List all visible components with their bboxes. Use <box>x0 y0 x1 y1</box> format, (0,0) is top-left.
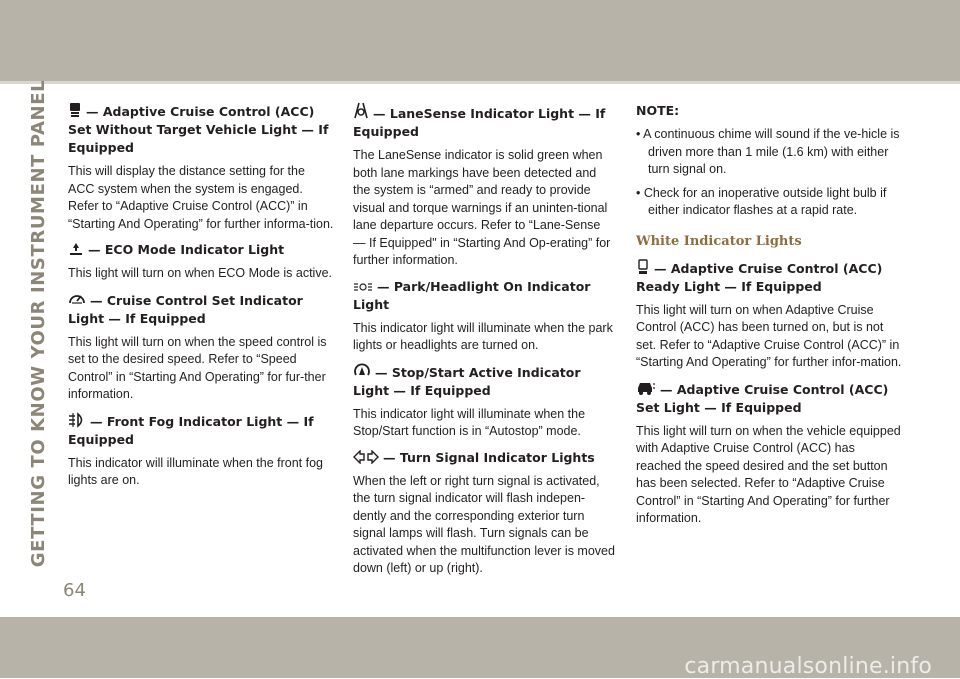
stop-start-icon <box>353 363 371 379</box>
stop-start-heading: — Stop/Start Active Indicator Light — If Equipped <box>353 364 581 398</box>
eco-text: This light will turn on when ECO Mode is active. <box>68 266 332 280</box>
acc-no-target-text: This will display the distance setting for the ACC system when the system is engaged. Refer to “Adaptive Cruise Control (ACC)” in “Starting And Operating” for further informa-tion. <box>68 164 334 231</box>
eco-section <box>68 241 334 283</box>
park-light-heading: — Park/Headlight On Indicator Light <box>353 278 591 312</box>
stop-start-section <box>353 363 616 441</box>
front-fog-icon <box>68 412 86 428</box>
column-2 <box>353 102 616 586</box>
eco-icon <box>68 242 84 256</box>
eco-heading: — ECO Mode Indicator Light <box>88 242 285 257</box>
acc-set-icon <box>636 380 656 396</box>
page-number: 64 <box>63 580 86 601</box>
note-bullet-2: • Check for an inoperative outside light bulb if either indicator flashes at a rapid rate. <box>636 185 887 217</box>
cruise-set-section <box>68 291 334 404</box>
lanesense-icon <box>353 102 369 120</box>
park-light-text: This indicator light will illuminate when the park lights or headlights are turned on. <box>353 320 613 352</box>
acc-set-heading: — Adaptive Cruise Control (ACC) Set Light — If Equipped <box>636 381 889 415</box>
section-title-white-indicators: White Indicator Lights <box>636 233 802 249</box>
front-fog-heading: — Front Fog Indicator Light — If Equipped <box>68 413 314 447</box>
acc-no-target-heading: — Adaptive Cruise Control (ACC) Set Without Target Vehicle Light — If Equipped <box>68 104 329 155</box>
front-fog-section <box>68 412 334 490</box>
watermark: carmanualsonline.info <box>684 654 932 679</box>
side-title: GETTING TO KNOW YOUR INSTRUMENT PANEL <box>28 79 50 567</box>
turn-signal-icon <box>353 450 379 464</box>
note-title: NOTE: <box>636 103 680 118</box>
acc-ready-icon <box>636 259 650 275</box>
column-3 <box>636 102 902 536</box>
acc-set-section <box>636 380 902 528</box>
top-band <box>0 0 960 81</box>
lanesense-section <box>353 102 616 270</box>
cruise-set-text: This light will turn on when the speed control is set to the desired speed. Refer to “Speed Control” in “Starting And Operating” for fur-ther information. <box>68 334 327 401</box>
acc-set-text: This light will turn on when the vehicle equipped with Adaptive Cruise Control (ACC) has reached the speed desired and the set button has been selected. Refer to “Adaptive Cruise Control” in “Starting And Operating” for further information. <box>636 423 901 525</box>
cruise-set-icon <box>68 291 86 307</box>
note-bullet-1: • A continuous chime will sound if the ve-hicle is driven more than 1 mile (1.6 km) with either turn signal on. <box>636 127 900 176</box>
acc-ready-text: This light will turn on when Adaptive Cruise Control (ACC) has been turned on, but is not set. Refer to “Adaptive Cruise Control (ACC)” in “Starting And Operating” for further infor-mation. <box>636 302 902 369</box>
park-light-section <box>353 278 616 355</box>
cruise-set-heading: — Cruise Control Set Indicator Light — If Equipped <box>68 292 303 326</box>
acc-no-target-section <box>68 102 334 233</box>
acc-ready-heading: — Adaptive Cruise Control (ACC) Ready Light — If Equipped <box>636 260 883 294</box>
top-band-line <box>0 81 960 84</box>
column-1 <box>68 102 334 498</box>
turn-signal-text: When the left or right turn signal is activated, the turn signal indicator will flash indepen-dently and the corresponding exterior turn signal lamps will flash. Turn signals can be activated when the multifunction lever is moved down (left) or up (right). <box>353 473 615 575</box>
turn-signal-section <box>353 449 616 578</box>
front-fog-text: This indicator will illuminate when the front fog lights are on. <box>68 455 323 487</box>
park-light-icon <box>353 281 373 293</box>
turn-signal-heading: — Turn Signal Indicator Lights <box>383 449 595 465</box>
acc-no-target-icon <box>68 102 82 118</box>
stop-start-text: This indicator light will illuminate when the Stop/Start function is in “Autostop” mode. <box>353 406 586 438</box>
lanesense-heading: — LaneSense Indicator Light — If Equipped <box>353 106 606 139</box>
acc-ready-section <box>636 259 902 372</box>
lanesense-text: The LaneSense indicator is solid green when both lane markings have been detected and the system is “armed” and ready to provide visual and torque warnings if an uninten-tional lane departure occurs. Refer to “Lane-Sense — If Equipped" in “Starting And Op-erating” for further information. <box>353 148 611 267</box>
